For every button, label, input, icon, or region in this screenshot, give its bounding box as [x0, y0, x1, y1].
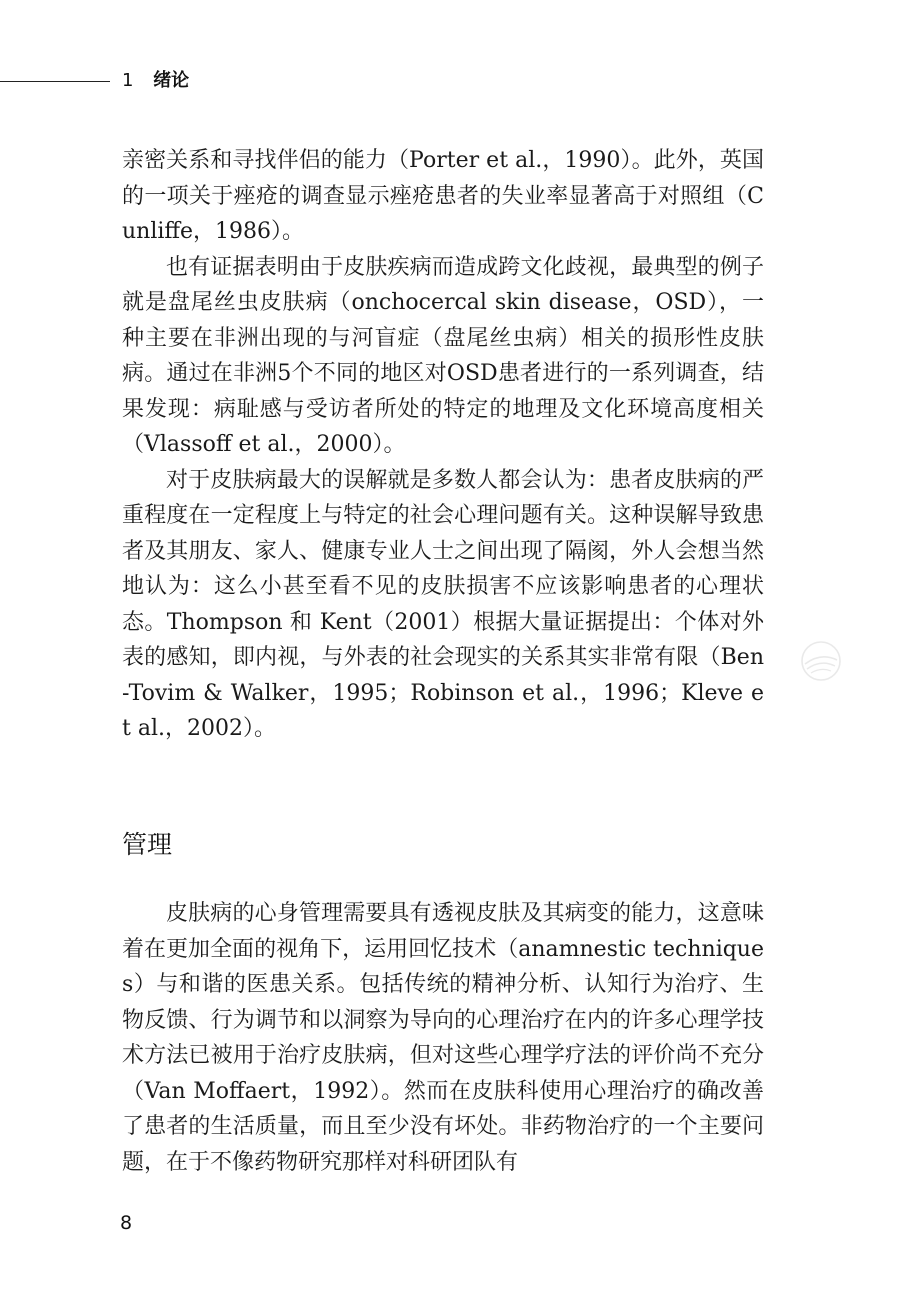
paragraph-continued: 亲密关系和寻找伴侣的能力（Porter et al.，1990）。此外，英国的一项关于痤疮的调查显示痤疮患者的失业率显著高于对照组（Cunliffe，1986）。: [122, 148, 764, 244]
page-number: 8: [120, 1212, 133, 1234]
paragraph-osd: 也有证据表明由于皮肤疾病而造成跨文化歧视，最典型的例子就是盘尾丝虫皮肤病（onchocercal skin disease，OSD），一种主要在非洲出现的与河盲症（盘尾丝虫病）相关的损形性皮肤病。通过在非洲5个不同的地区对OSD患者进行的一系列调查，结果发现：病耻感与受访者所处的特定的地理及文化环境高度相关（Vlassoff et al.，2000）。: [122, 254, 764, 457]
paragraph-misconception: 对于皮肤病最大的误解就是多数人都会认为：患者皮肤病的严重程度在一定程度上与特定的社会心理问题有关。这种误解导致患者及其朋友、家人、健康专业人士之间出现了隔阂，外人会想当然地认为：这么小甚至看不见的皮肤损害不应该影响患者的心理状态。Thompson 和 Kent（2001）根据大量证据提出：个体对外表的感知，即内视，与外表的社会现实的关系其实非常有限（Ben-Tovim & Walker，1995；Robinson et al.，1996；Kleve et al.，2002）。: [122, 467, 764, 741]
running-header: [122, 68, 189, 94]
body-section-1: [122, 143, 764, 747]
chapter-title: 绪论: [153, 70, 190, 91]
header-rule: [0, 81, 110, 82]
publisher-watermark-icon: [797, 640, 845, 682]
body-section-2: [122, 896, 764, 1180]
section-heading: 管理: [122, 830, 173, 859]
chapter-number: 1: [122, 70, 134, 91]
paragraph-management: 皮肤病的心身管理需要具有透视皮肤及其病变的能力，这意味着在更加全面的视角下，运用回忆技术（anamnestic techniques）与和谐的医患关系。包括传统的精神分析、认知行为治疗、生物反馈、行为调节和以洞察为导向的心理治疗在内的许多心理学技术方法已被用于治疗皮肤病，但对这些心理学疗法的评价尚不充分（Van Moffaert，1992）。然而在皮肤科使用心理治疗的确改善了患者的生活质量，而且至少没有坏处。非药物治疗的一个主要问题，在于不像药物研究那样对科研团队有: [122, 901, 764, 1175]
